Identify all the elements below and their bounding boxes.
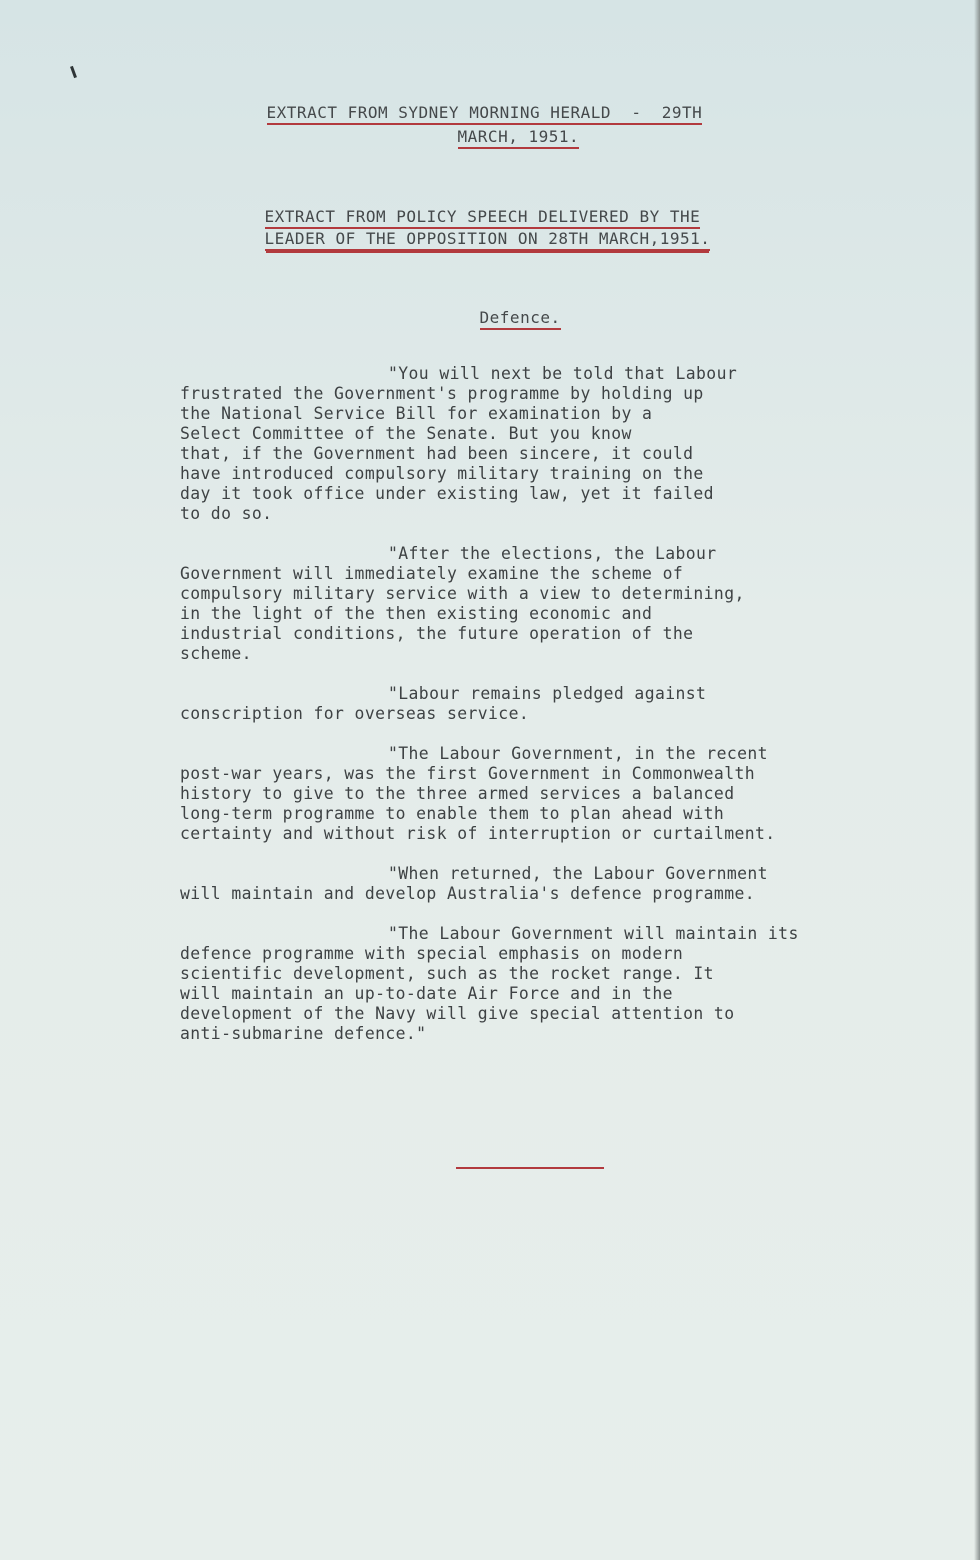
section-title (439, 285, 561, 351)
subheader-line-1-text: EXTRACT FROM POLICY SPEECH DELIVERED BY THE (265, 207, 701, 229)
end-of-document-rule (456, 1167, 604, 1169)
subheader-line-2 (224, 206, 710, 272)
subheader-line-2-text: LEADER OF THE OPPOSITION ON 28TH MARCH,1951. (265, 229, 711, 251)
paragraph-6: "The Labour Government will maintain its defence programme with special emphasis on modern scientific development, such as the rocket range. It will maintain an up-to-date Air Force and in the development of the Navy will give special attention to anti-submarine defence." (180, 924, 799, 1043)
paragraph-1: "You will next be told that Labour frustrated the Government's programme by holding up the National Service Bill for examination by a Select Committee of the Senate. But you know that, if the Government had been sincere, it could have introduced compulsory military training on the day it took office under existing law, yet it failed to do so. (180, 364, 738, 523)
speech-body (180, 364, 900, 1064)
paragraph-5: "When returned, the Labour Government will maintain and develop Australia's defence programme. (180, 864, 768, 903)
header-line-2 (417, 104, 579, 170)
header-line-2-text: MARCH, 1951. (458, 127, 580, 149)
page-edge-shadow (974, 0, 980, 1560)
paragraph-4: "The Labour Government, in the recent post-war years, was the first Government in Commonwealth history to give to the three armed services a balanced long-term programme to enable them to plan ahead with certainty and without risk of interruption or curtailment. (180, 744, 776, 843)
pen-tick-mark (70, 66, 77, 78)
paragraph-2: "After the elections, the Labour Government will immediately examine the scheme of compulsory military service with a view to determining, in the light of the then existing economic and industrial conditions, the future operation of the scheme. (180, 544, 745, 663)
header-line-1-text: EXTRACT FROM SYDNEY MORNING HERALD - 29TH (267, 103, 703, 125)
section-title-text: Defence. (480, 308, 561, 330)
paragraph-3: "Labour remains pledged against conscription for overseas service. (180, 684, 707, 723)
